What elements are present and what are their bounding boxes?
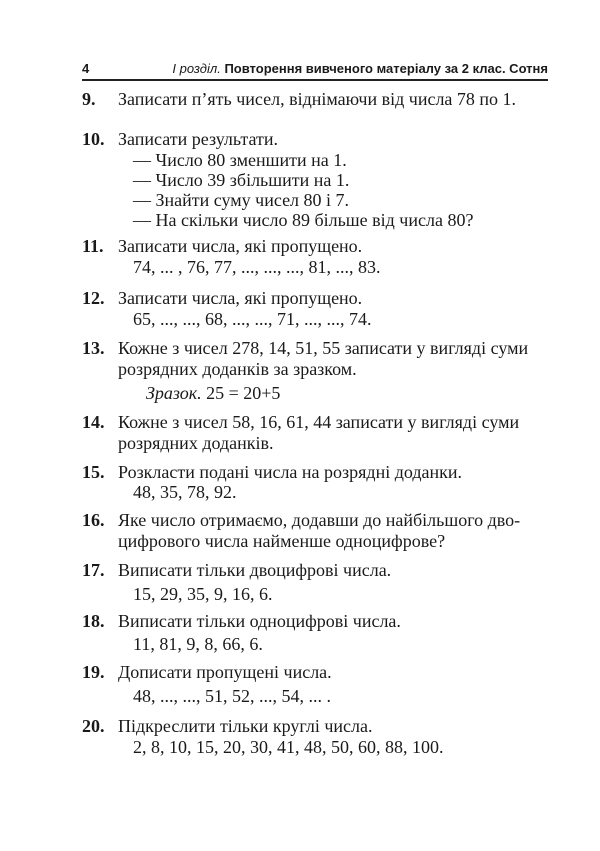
number-sequence: 2, 8, 10, 15, 20, 30, 41, 48, 50, 60, 88, 100. [133,737,444,757]
problem-number: 16. [82,510,105,530]
problem-19 [82,662,552,707]
problem-text: Записати числа, які пропущено. [118,236,363,256]
problem-text: Записати числа, які пропущено. [118,288,363,308]
problem-number: 18. [82,611,105,631]
problem-text-cont: цифрового числа найменше одноцифрове? [118,531,446,551]
problem-9 [82,89,552,110]
problem-number: 11. [82,236,104,256]
problem-15 [82,462,552,503]
problem-11 [82,236,552,278]
problem-17 [82,560,552,605]
task-item: — Число 80 зменшити на 1. [133,150,347,170]
problem-text: Виписати тільки двоцифрові числа. [118,560,392,580]
problem-number: 15. [82,462,105,482]
problem-number: 17. [82,560,105,580]
problem-number: 19. [82,662,105,682]
header-rule [82,79,548,81]
section-title [172,61,548,76]
task-item: — Число 39 збільшити на 1. [133,170,350,190]
problem-number: 10. [82,129,105,149]
problem-16 [82,510,552,552]
problem-number: 12. [82,288,105,308]
number-sequence: 11, 81, 9, 8, 66, 6. [133,634,263,654]
number-sequence: 74, ... , 76, 77, ..., ..., ..., 81, ..., 83. [133,257,381,277]
number-sequence: 15, 29, 35, 9, 16, 6. [133,584,273,604]
page-number: 4 [82,61,90,76]
problem-12 [82,288,552,330]
section-name: Повторення вивченого матеріалу за 2 клас. Сотня [224,61,548,76]
problem-number: 13. [82,338,105,358]
problem-18 [82,611,552,655]
example-label: Зразок. [146,383,202,403]
task-item: — На скільки число 89 більше від числа 80? [133,210,474,230]
running-header [82,59,548,79]
number-sequence: 48, 35, 78, 92. [133,482,237,502]
problem-text: Кожне з чисел 58, 16, 61, 44 записати у вигляді суми [118,412,520,432]
problem-number: 14. [82,412,105,432]
problem-text: Розкласти подані числа на розрядні доданки. [118,462,463,482]
problem-text: Дописати пропущені числа. [118,662,332,682]
number-sequence: 48, ..., ..., 51, 52, ..., 54, ... . [133,686,331,706]
problem-text: Записати п’ять чисел, віднімаючи від числа 78 по 1. [118,89,517,109]
problem-13 [82,338,552,404]
number-sequence: 65, ..., ..., 68, ..., ..., 71, ..., ..., 74. [133,309,372,329]
problem-14 [82,412,552,454]
task-item: — Знайти суму чисел 80 і 7. [133,190,350,210]
problem-text: Кожне з чисел 278, 14, 51, 55 записати у вигляді суми [118,338,529,358]
problem-number: 20. [82,716,105,736]
problem-text: Яке число отримаємо, додавши до найбільшого дво- [118,510,521,530]
problem-number: 9. [82,89,96,109]
problem-20 [82,716,552,758]
problem-10 [82,129,552,230]
problem-text-cont: розрядних доданків. [118,433,274,453]
problem-text: Виписати тільки одноцифрові числа. [118,611,401,631]
example-text: 25 = 20+5 [206,383,281,403]
section-label: I розділ. [172,61,221,76]
problem-text-cont: розрядних доданків за зразком. [118,359,357,379]
problem-text: Записати результати. [118,129,279,149]
problem-text: Підкреслити тільки круглі числа. [118,716,373,736]
